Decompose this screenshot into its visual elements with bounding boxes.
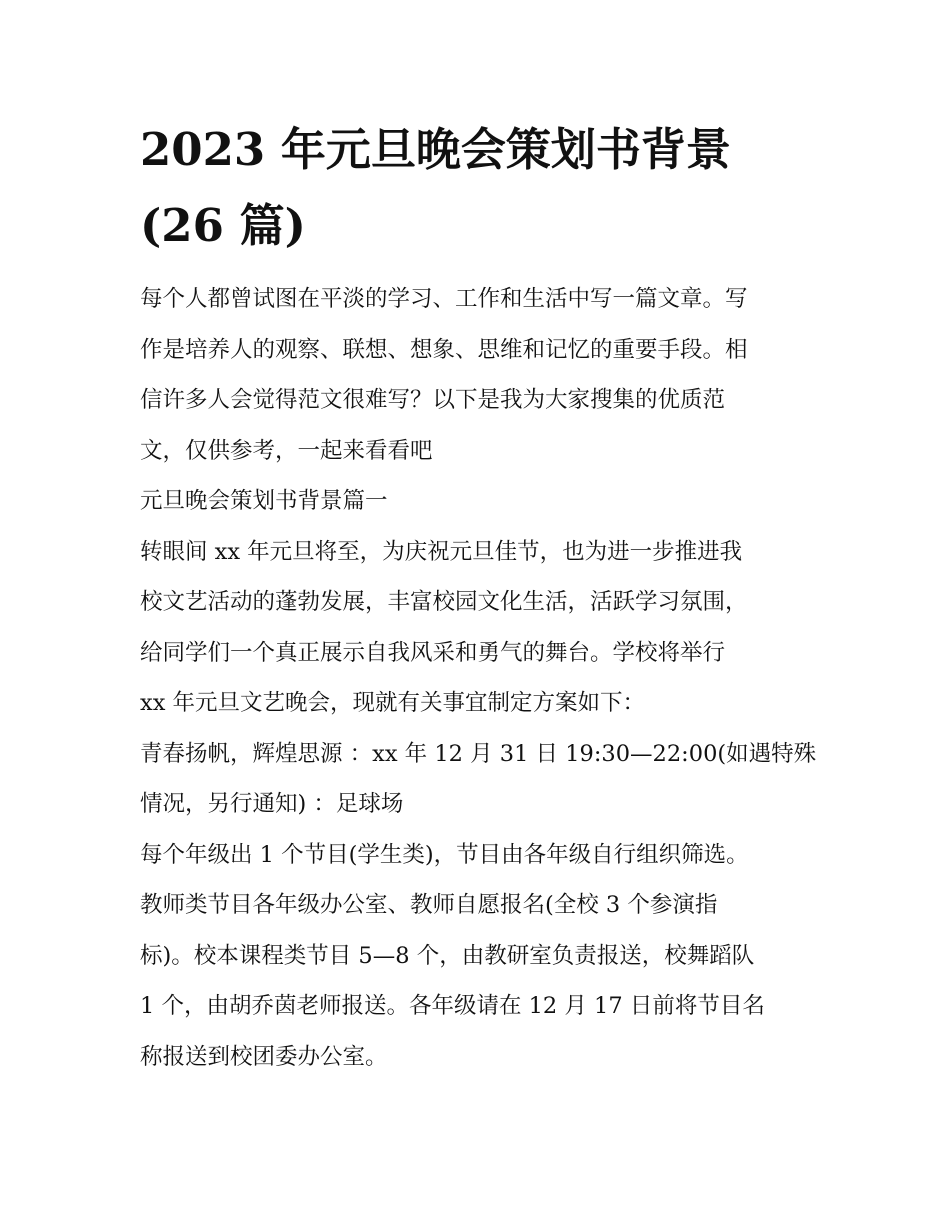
body-line: 教师类节目各年级办公室、教师自愿报名(全校 3 个参演指 [140, 892, 718, 918]
document-title [140, 112, 820, 264]
section-heading: 元旦晚会策划书背景篇一 [140, 488, 388, 514]
title-line: (26 篇) [140, 199, 306, 252]
body-line: 青春扬帆，辉煌思源 ：xx 年 12 月 31 日 19:30—22:00(如遇特殊 [140, 740, 817, 767]
body-line: 每个人都曾试图在平淡的学习、工作和生活中写一篇文章。写 [140, 286, 748, 312]
body-line: 1 个，由胡乔茵老师报送。各年级请在 12 月 17 日前将节目名 [140, 993, 765, 1019]
body-line: xx 年元旦文艺晚会，现就有关事宜制定方案如下： [140, 690, 646, 716]
body-line: 信许多人会觉得范文很难写？以下是我为大家搜集的优质范 [140, 387, 726, 413]
body-line: 标)。校本课程类节目 5—8 个，由教研室负责报送，校舞蹈队 [140, 942, 755, 969]
document-body [140, 274, 820, 1082]
body-line: 作是培养人的观察、联想、想象、思维和记忆的重要手段。相 [140, 336, 748, 363]
body-line: 校文艺活动的蓬勃发展，丰富校园文化生活，活跃学习氛围， [140, 589, 748, 615]
body-line: 转眼间 xx 年元旦将至，为庆祝元旦佳节，也为进一步推进我 [140, 538, 743, 565]
body-line: 情况，另行通知) ：足球场 [140, 791, 404, 817]
title-line: 2023 年元旦晚会策划书背景 [140, 123, 731, 176]
body-line: 称报送到校团委办公室。 [140, 1043, 388, 1070]
body-line: 文，仅供参考，一起来看看吧 [140, 437, 433, 464]
body-line: 给同学们一个真正展示自我风采和勇气的舞台。学校将举行 [140, 639, 726, 666]
document-page [140, 112, 820, 1082]
body-line: 每个年级出 1 个节目(学生类)，节目由各年级自行组织筛选。 [140, 841, 749, 868]
